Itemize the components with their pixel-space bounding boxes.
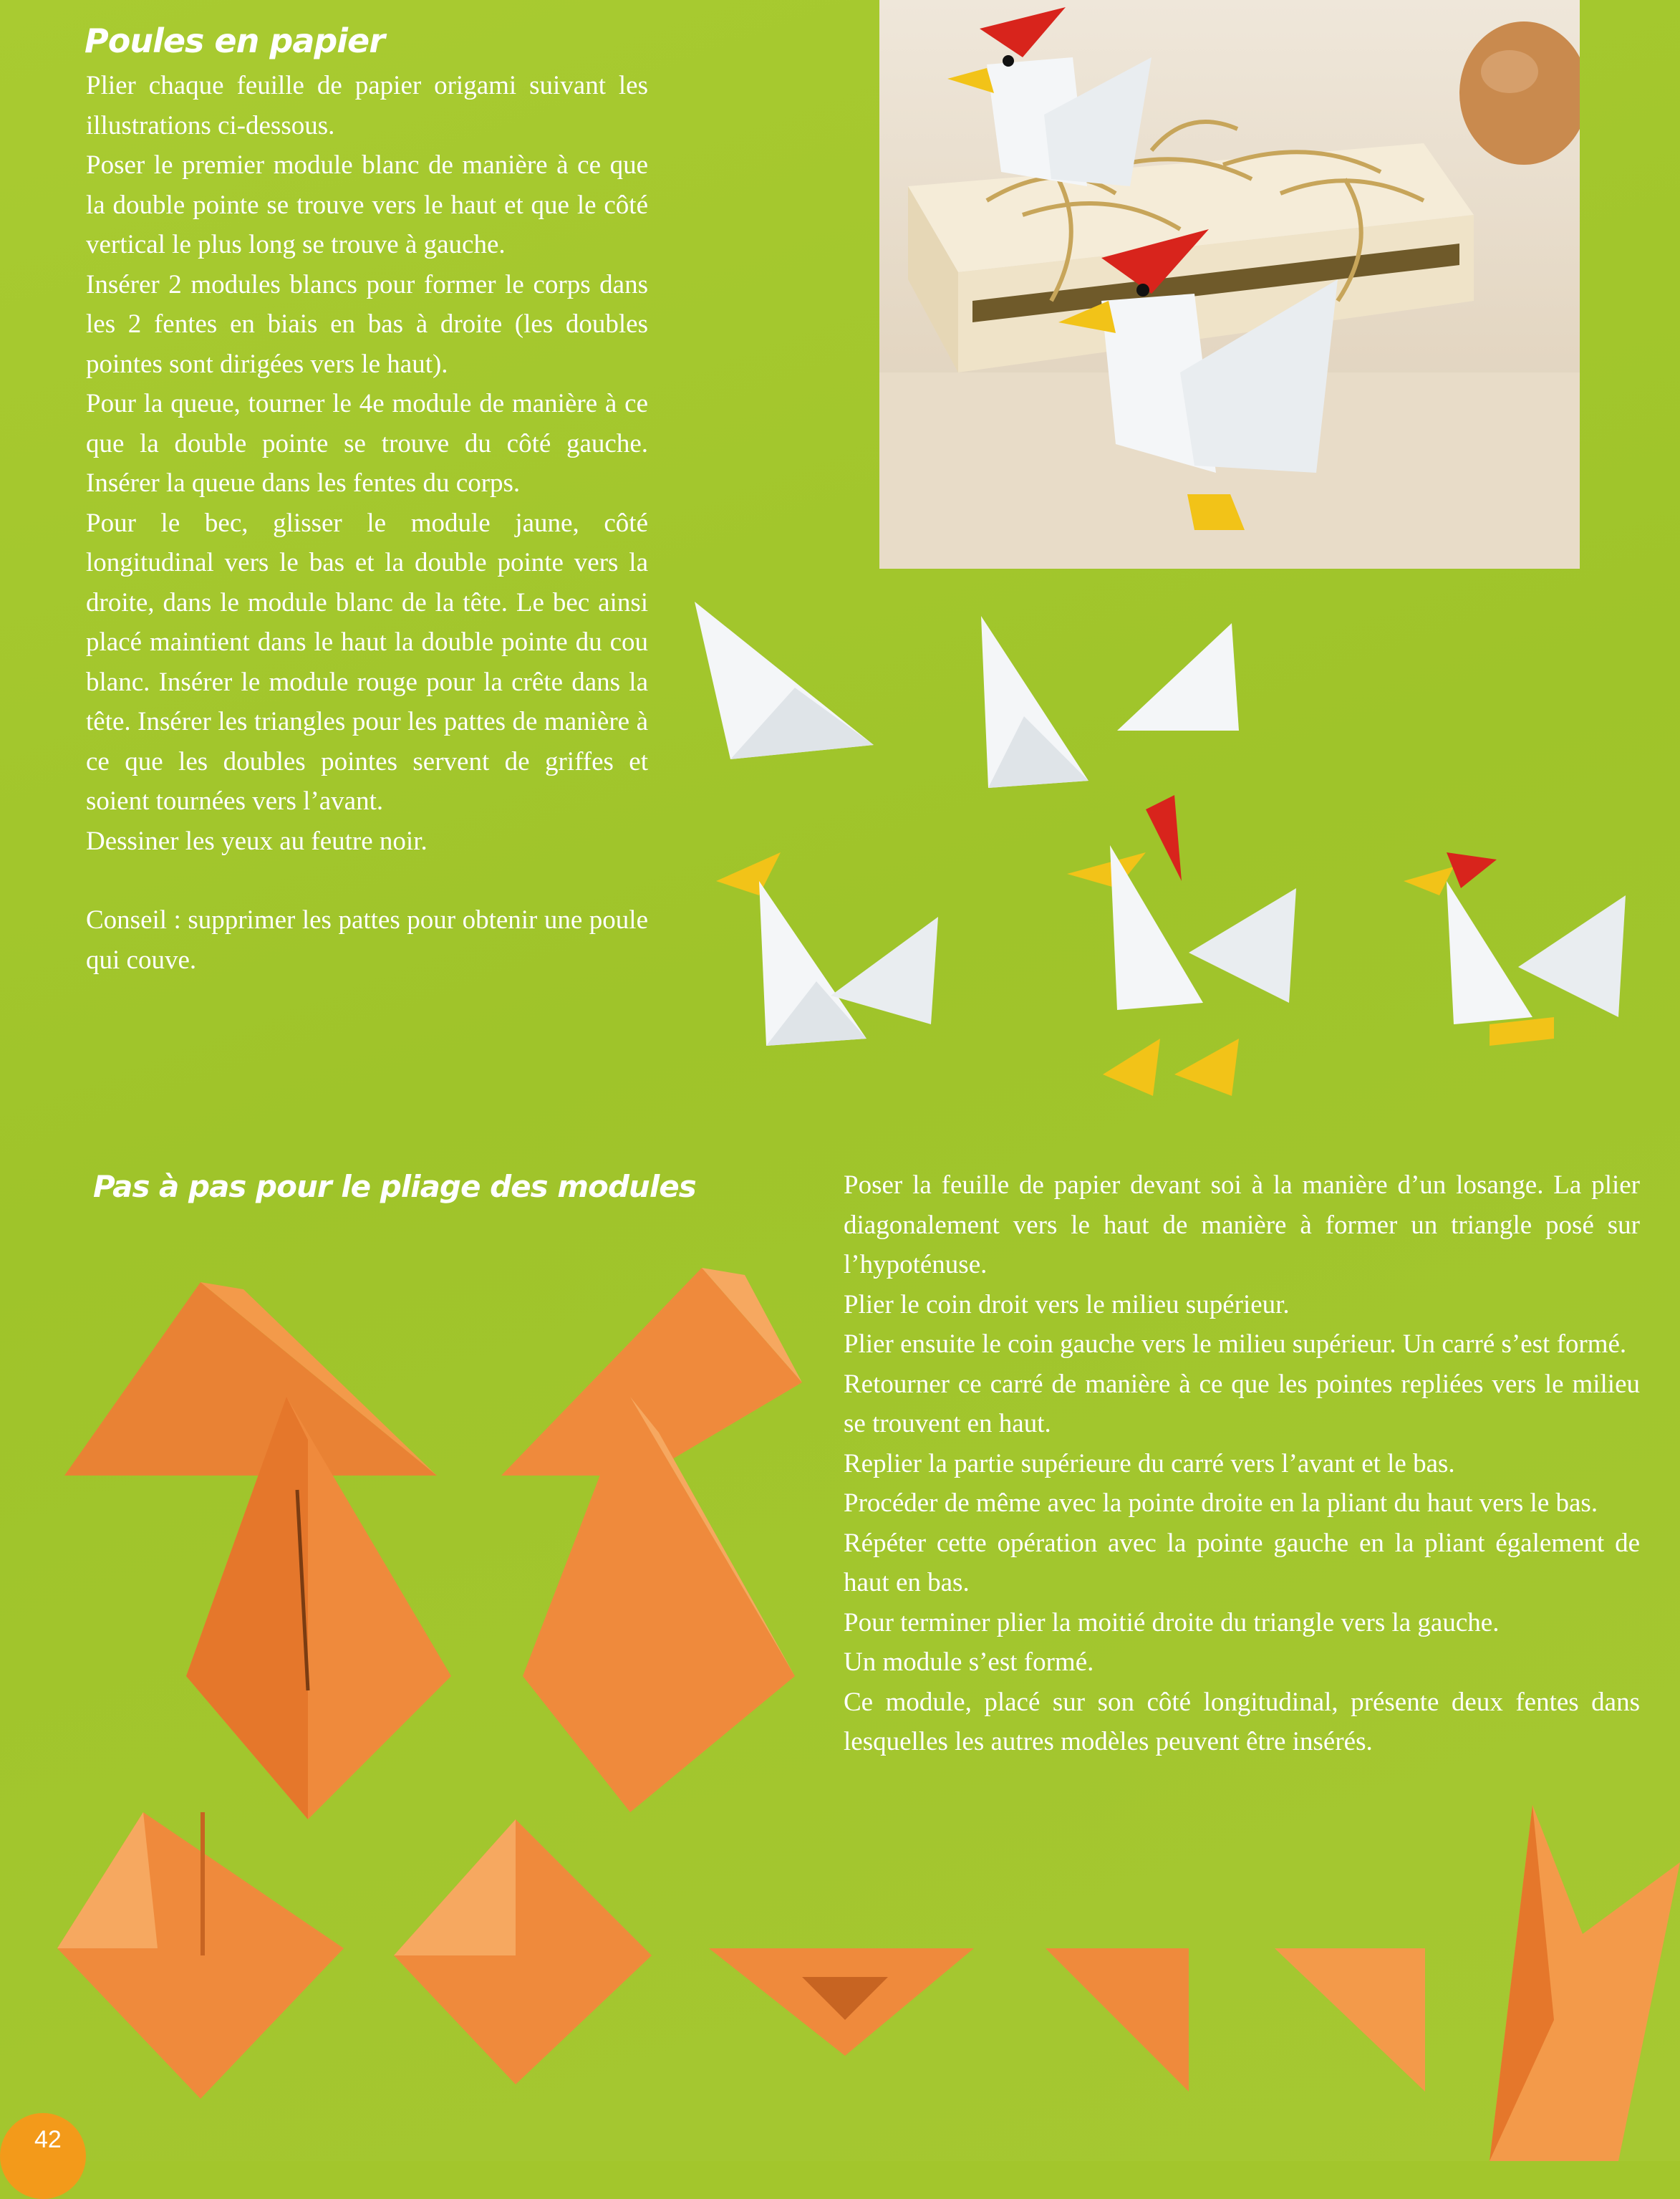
step-paragraph: Répéter cette opération avec la pointe gauche en la pliant également de haut en bas. — [844, 1528, 1640, 1597]
intro-paragraph: Dessiner les yeux au feutre noir. — [86, 826, 428, 856]
step-paragraph: Ce module, placé sur son côté longitudinal, présente deux fentes dans lesquelles les autres modèles peuvent être insérés. — [844, 1687, 1640, 1756]
hen-assembly-diagrams — [687, 595, 1640, 1110]
page-number: 42 — [34, 2126, 62, 2153]
intro-paragraph: Pour la queue, tourner le 4e module de manière à ce que la double pointe se trouve du côté gauche. Insérer la queue dans les fentes du corps. — [86, 389, 648, 498]
step-paragraph: Un module s’est formé. — [844, 1647, 1094, 1677]
intro-paragraph: Insérer 2 modules blancs pour former le corps dans les 2 fentes en biais en bas à droite (les doubles pointes sont dirigées vers le haut). — [86, 269, 648, 379]
instructions-column — [86, 66, 648, 980]
intro-paragraph: Plier chaque feuille de papier origami suivant les illustrations ci-dessous. — [86, 71, 648, 140]
intro-paragraph: Poser le premier module blanc de manière à ce que la double pointe se trouve vers le haut et que le côté vertical le plus long se trouve à gauche. — [86, 150, 648, 259]
step-paragraph: Retourner ce carré de manière à ce que les pointes repliées vers le milieu se trouvent en haut. — [844, 1369, 1640, 1438]
intro-paragraph: Pour le bec, glisser le module jaune, côté longitudinal vers le bas et la double pointe vers la droite, dans le module blanc de la tête. Le bec ainsi placé maintient dans le haut la double pointe du cou blanc. Insérer le module rouge pour la crête dans la tête. Insérer les triangles pour les pattes de manière à ce que les doubles pointes servent de griffes et soient tournées vers l’avant. — [86, 508, 648, 816]
hens-photo-illustration — [879, 0, 1580, 569]
hens-photo — [879, 0, 1580, 569]
steps-title: Pas à pas pour le pliage des modules — [93, 1169, 696, 1204]
paragraph-spacer — [86, 861, 648, 900]
step-paragraph: Replier la partie supérieure du carré vers l’avant et le bas. — [844, 1448, 1455, 1478]
step-paragraph: Poser la feuille de papier devant soi à la manière d’un losange. La plier diagonalement vers le haut de manière à former un triangle posé sur l’hypoténuse. — [844, 1170, 1640, 1279]
page-number-badge — [0, 2113, 86, 2199]
step-paragraph: Plier le coin droit vers le milieu supérieur. — [844, 1289, 1290, 1319]
steps-column — [844, 1165, 1640, 1762]
step-paragraph: Pour terminer plier la moitié droite du triangle vers la gauche. — [844, 1607, 1500, 1637]
step-paragraph: Procéder de même avec la pointe droite en la pliant du haut vers le bas. — [844, 1488, 1598, 1518]
page-title: Poules en papier — [85, 21, 385, 60]
step-paragraph: Plier ensuite le coin gauche vers le milieu supérieur. Un carré s’est formé. — [844, 1329, 1627, 1359]
tip-paragraph: Conseil : supprimer les pattes pour obtenir une poule qui couve. — [86, 905, 648, 975]
folding-diagrams-bottom — [43, 1805, 1680, 2161]
